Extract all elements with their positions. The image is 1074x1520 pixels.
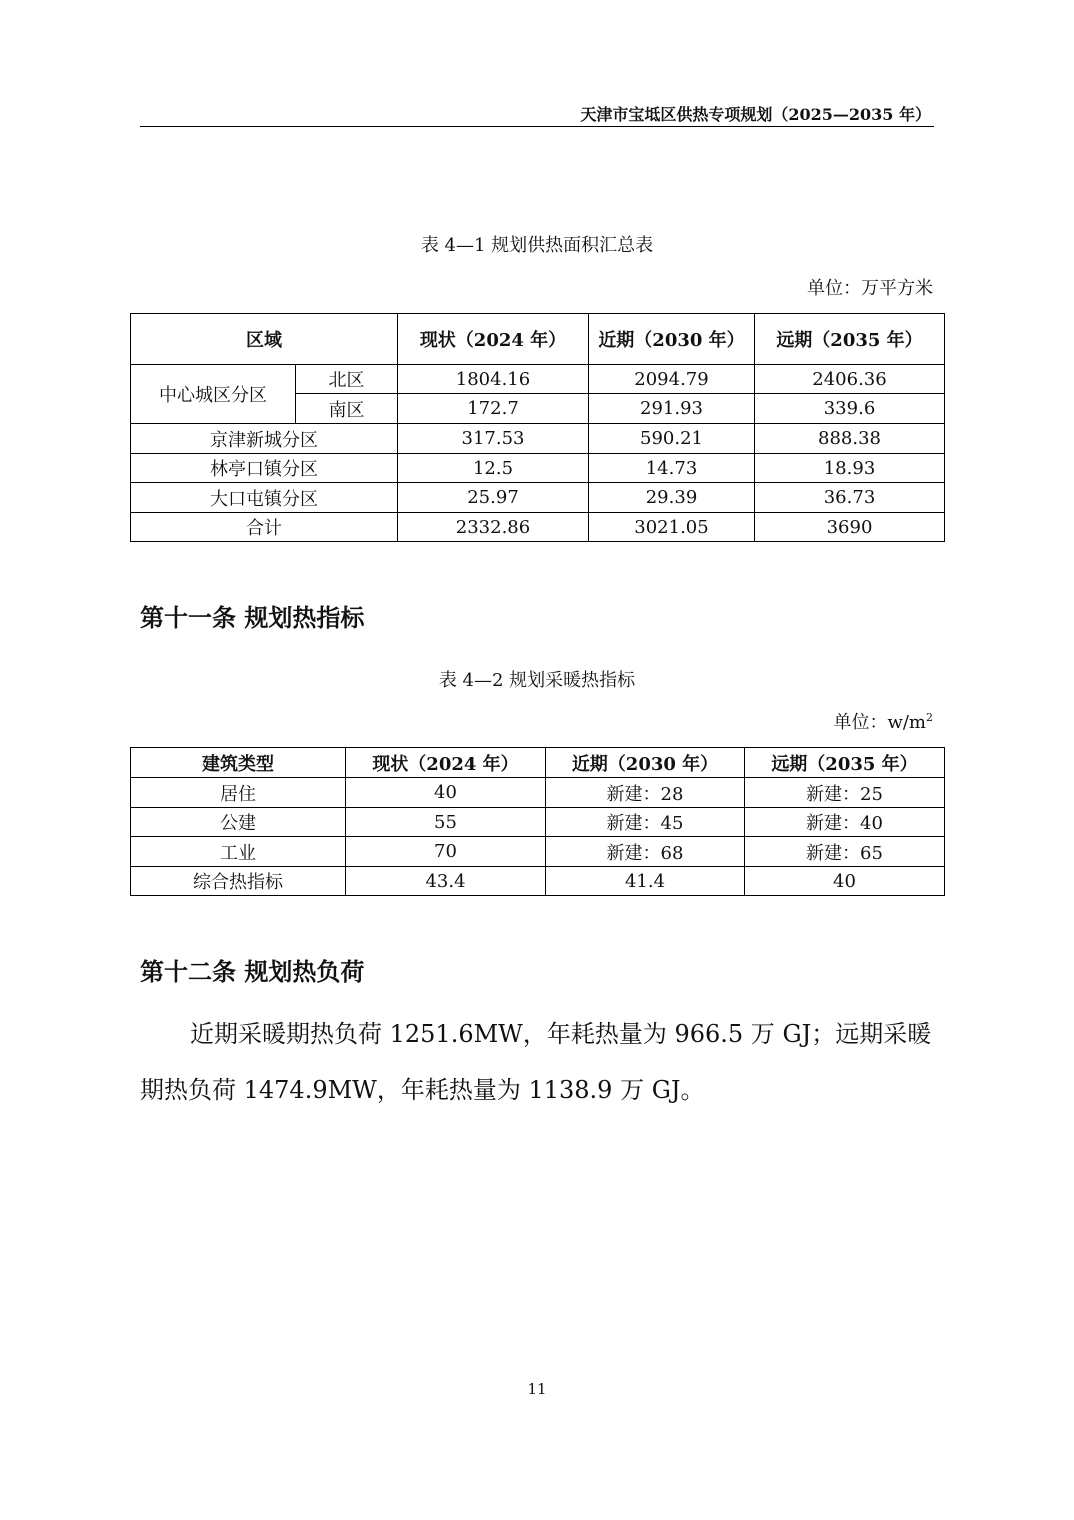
table2-unit-superscript: 2 — [926, 711, 933, 724]
table-total-row — [131, 513, 945, 542]
region-cell: 林亭口镇分区 — [131, 454, 398, 483]
near-cell: 新建：45 — [546, 808, 745, 837]
far-cell: 2406.36 — [755, 365, 945, 394]
table1-caption: 表 4—1 规划供热面积汇总表 — [420, 235, 654, 256]
current-cell: 172.7 — [398, 394, 589, 424]
current-cell: 317.53 — [398, 424, 589, 454]
near-cell: 新建：68 — [546, 837, 745, 867]
current-cell: 2332.86 — [398, 513, 589, 542]
region-cell: 北区 — [296, 365, 398, 394]
type-cell: 综合热指标 — [131, 867, 346, 896]
current-cell: 12.5 — [398, 454, 589, 483]
near-cell: 41.4 — [546, 867, 745, 896]
table-row — [131, 424, 945, 454]
table2-unit-text: 单位：w/m — [833, 712, 926, 733]
current-cell: 25.97 — [398, 483, 589, 513]
far-cell: 3690 — [755, 513, 945, 542]
current-cell: 1804.16 — [398, 365, 589, 394]
table-row — [131, 365, 945, 394]
near-cell: 2094.79 — [589, 365, 755, 394]
current-cell: 43.4 — [346, 867, 546, 896]
col-header-current: 现状（2024 年） — [398, 314, 589, 365]
far-cell: 新建：40 — [745, 808, 945, 837]
col-header-near: 近期（2030 年） — [546, 748, 745, 778]
type-cell: 公建 — [131, 808, 346, 837]
table-row — [131, 837, 945, 867]
far-cell: 888.38 — [755, 424, 945, 454]
col-header-far: 远期（2035 年） — [755, 314, 945, 365]
near-cell: 新建：28 — [546, 778, 745, 808]
far-cell: 36.73 — [755, 483, 945, 513]
page-number: 11 — [527, 1380, 547, 1398]
current-cell: 40 — [346, 778, 546, 808]
col-header-far: 远期（2035 年） — [745, 748, 945, 778]
far-cell: 339.6 — [755, 394, 945, 424]
section-heading-11: 第十一条 规划热指标 — [140, 603, 365, 632]
region-cell: 大口屯镇分区 — [131, 483, 398, 513]
far-cell: 新建：65 — [745, 837, 945, 867]
heating-area-table — [130, 313, 945, 542]
table-header-row — [131, 314, 945, 365]
near-cell: 29.39 — [589, 483, 755, 513]
table-row — [131, 454, 945, 483]
far-cell: 40 — [745, 867, 945, 896]
col-header-building-type: 建筑类型 — [131, 748, 346, 778]
col-header-near: 近期（2030 年） — [589, 314, 755, 365]
heating-index-table — [130, 747, 945, 896]
type-cell: 工业 — [131, 837, 346, 867]
table2-unit — [833, 708, 933, 734]
section-heading-12: 第十二条 规划热负荷 — [140, 957, 365, 986]
current-cell: 55 — [346, 808, 546, 837]
table-row — [131, 867, 945, 896]
near-cell: 3021.05 — [589, 513, 755, 542]
far-cell: 新建：25 — [745, 778, 945, 808]
type-cell: 居住 — [131, 778, 346, 808]
near-cell: 291.93 — [589, 394, 755, 424]
table-row — [131, 778, 945, 808]
region-cell: 南区 — [296, 394, 398, 424]
table-row — [131, 808, 945, 837]
group-label-cell: 中心城区分区 — [131, 365, 296, 424]
current-cell: 70 — [346, 837, 546, 867]
col-header-current: 现状（2024 年） — [346, 748, 546, 778]
region-cell: 合计 — [131, 513, 398, 542]
table-row — [131, 483, 945, 513]
table2-caption: 表 4—2 规划采暖热指标 — [438, 670, 636, 691]
near-cell: 14.73 — [589, 454, 755, 483]
region-cell: 京津新城分区 — [131, 424, 398, 454]
col-header-region: 区域 — [131, 314, 398, 365]
running-header: 天津市宝坻区供热专项规划（2025—2035 年） — [580, 105, 931, 124]
near-cell: 590.21 — [589, 424, 755, 454]
body-paragraph: 近期采暖期热负荷 1251.6MW，年耗热量为 966.5 万 GJ；远期采暖期热负荷 1474.9MW，年耗热量为 1138.9 万 GJ。 — [140, 1020, 932, 1104]
table-header-row — [131, 748, 945, 778]
table1-unit: 单位：万平方米 — [807, 278, 933, 299]
header-rule — [140, 126, 934, 127]
far-cell: 18.93 — [755, 454, 945, 483]
